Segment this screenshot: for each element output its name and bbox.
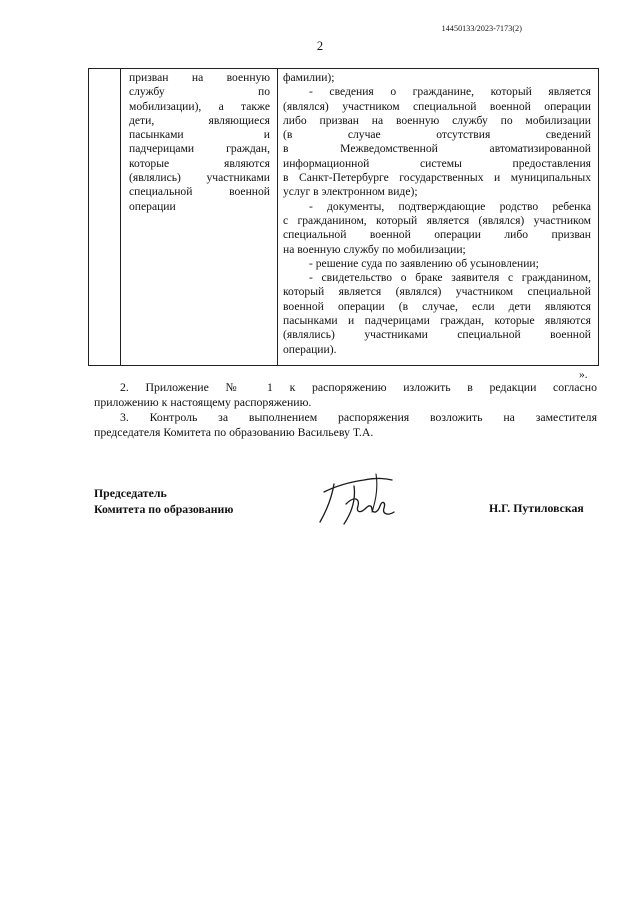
- cell-line: в Санкт-Петербурге государственных и муниципальных: [283, 171, 591, 185]
- table-divider-1: [120, 69, 121, 365]
- cell-line: (являлись) участниками: [129, 171, 270, 185]
- signatory-title-line: Комитета по образованию: [94, 501, 234, 516]
- cell-line: который является (являлся) участником специальной: [283, 285, 591, 299]
- cell-line: которые являются: [129, 156, 270, 170]
- paragraph-line: приложению к настоящему распоряжению.: [94, 395, 312, 410]
- paragraph-line: 3. Контроль за выполнением распоряжения возложить на заместителя: [120, 410, 597, 424]
- cell-line: услуг в электронном виде);: [283, 185, 418, 199]
- table-divider-2: [277, 69, 278, 365]
- cell-line: дети, являющиеся: [129, 113, 270, 127]
- requirements-table: [88, 68, 599, 366]
- cell-line: службу по: [129, 85, 270, 99]
- cell-line: фамилии);: [283, 71, 335, 84]
- cell-line: - сведения о гражданине, который является: [309, 85, 591, 99]
- cell-line: - решение суда по заявлению об усыновлении;: [309, 256, 539, 270]
- cell-line: специальной военной: [129, 185, 270, 199]
- cell-line: призван на военную: [129, 71, 270, 84]
- cell-line: операции: [129, 199, 176, 213]
- table-cell-documents: [283, 71, 591, 357]
- page-number: 2: [316, 39, 324, 53]
- cell-line: специальной военной операции либо призван: [283, 228, 591, 242]
- cell-line: военной операции (в случае, если дети являются: [283, 299, 591, 313]
- table-border-left: [88, 69, 89, 365]
- table-border-right: [598, 69, 599, 365]
- cell-line: в Межведомственной автоматизированной: [283, 142, 591, 156]
- paragraph-line: 2. Приложение № 1 к распоряжению изложить в редакции согласно: [120, 380, 597, 394]
- cell-line: операции).: [283, 342, 337, 356]
- cell-line: с гражданином, который является (являлся) участником: [283, 213, 591, 227]
- handwritten-signature: [314, 466, 406, 530]
- cell-line: пасынками и: [129, 128, 270, 142]
- paragraph-2: [94, 380, 597, 410]
- table-cell-category: [129, 71, 270, 214]
- signatory-title-line: Председатель: [94, 486, 167, 500]
- cell-line: (являлся) участником специальной военной операции: [283, 99, 591, 113]
- cell-line: на военную службу по мобилизации;: [283, 242, 466, 256]
- cell-line: информационной системы предоставления: [283, 156, 591, 170]
- paragraph-line: председателя Комитета по образованию Васильеву Т.А.: [94, 425, 374, 440]
- paragraph-3: [94, 410, 597, 440]
- signatory-name: Н.Г. Путиловская: [489, 501, 584, 515]
- document-code: 14450133/2023-7173(2): [441, 24, 522, 33]
- cell-line: падчерицами граждан,: [129, 142, 270, 156]
- cell-line: (являлись) участниками специальной военной: [283, 328, 591, 342]
- cell-line: либо призван на военную службу по мобилизации: [283, 113, 591, 127]
- cell-line: - документы, подтверждающие родство ребенка: [309, 199, 591, 213]
- closing-quote: ».: [579, 368, 588, 381]
- cell-line: - свидетельство о браке заявителя с гражданином,: [309, 271, 591, 285]
- cell-line: мобилизации), а также: [129, 99, 270, 113]
- cell-line: (в случае отсутствия сведений: [283, 128, 591, 142]
- cell-line: пасынками и падчерицами граждан, которые являются: [283, 314, 591, 328]
- signatory-title: [94, 486, 233, 517]
